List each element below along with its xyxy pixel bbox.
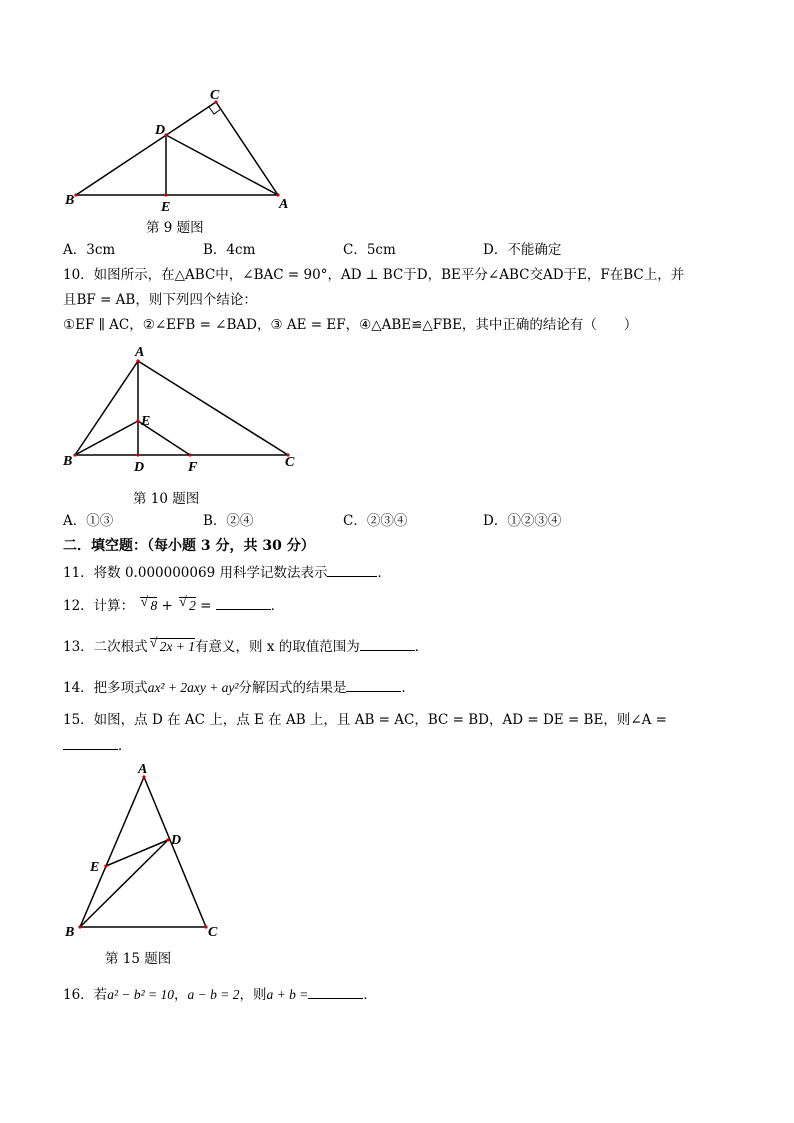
q16-answer-blank[interactable] [308, 985, 363, 999]
label-d: D [155, 123, 166, 138]
label-b: B [65, 193, 75, 208]
q16-expr-1: a² − b² = 10 [107, 987, 175, 1002]
label-e: E [90, 860, 100, 875]
segment-da [166, 135, 278, 195]
figure-10-caption: 第 10 题图 [133, 491, 200, 507]
label-a: A [135, 345, 145, 360]
figure-10 [60, 340, 310, 475]
label-d: D [134, 460, 145, 475]
figure-9 [60, 85, 300, 215]
q11-answer-blank[interactable] [327, 563, 377, 577]
section-2-heading: 二．填空题：（每小题 3 分，共 30 分） [63, 538, 315, 554]
q10-line-3: ①EF ∥ AC，②∠EFB = ∠BAD，③ AE = EF，④△ABE≌△FBE，其中正确的结论有（ ） [63, 317, 638, 333]
q16-prefix: 16．若 [63, 987, 108, 1003]
label-d: D [171, 833, 182, 848]
q15-line-1: 15．如图，点 D 在 AC 上，点 E 在 AB 上，且 AB = AC，BC = BD，AD = DE = BE，则∠A = [63, 712, 667, 728]
q13-suffix: 有意义，则 x 的取值范围为 [195, 639, 360, 655]
label-c: C [285, 455, 295, 470]
q15-answer-blank[interactable] [63, 736, 118, 750]
q10-option-b: B．②④ [203, 513, 254, 529]
label-c: C [208, 925, 218, 940]
q11: 11．将数 0.000000069 用科学记数法表示 ． [63, 565, 391, 581]
segment-ab [80, 777, 144, 927]
q16-expr-3: a + b = [266, 987, 309, 1002]
q15-line-2: ． [63, 736, 132, 755]
segment-ac [144, 777, 206, 927]
q10-option-d: D．①②③④ [483, 513, 562, 529]
label-a: A [138, 762, 148, 777]
label-e: E [161, 200, 171, 215]
q12-prefix: 12．计算： [63, 598, 135, 614]
figure-15 [60, 760, 230, 945]
q10-option-a: A．①③ [63, 513, 114, 529]
segment-bd [80, 840, 168, 927]
q10-line-1: 10．如图所示，在△ABC中，∠BAC = 90°，AD ⊥ BC于D，BE平分∠ABC交AD于E，F在BC上，并 [63, 267, 685, 283]
segment-bc [76, 102, 216, 195]
segment-be [75, 421, 138, 455]
q16-mid: ，则 [239, 987, 267, 1003]
q12-answer-blank[interactable] [216, 596, 271, 610]
q10-option-c: C．②③④ [343, 513, 408, 529]
label-c: C [210, 88, 220, 103]
q9-option-a: A．3cm [63, 242, 116, 258]
q10-line-2: 且BF = AB，则下列四个结论： [63, 292, 257, 308]
label-a: A [279, 197, 289, 212]
q12: 12．计算： √ 8 + √ 2 = ． [63, 596, 284, 615]
q9-option-b: B．4cm [203, 242, 256, 258]
label-b: B [63, 454, 73, 469]
q14: 14．把多项式ax² + 2axy + ay²分解因式的结果是 ． [63, 680, 415, 696]
label-b: B [65, 925, 75, 940]
q9-option-c: C．5cm [343, 242, 396, 258]
q16: 16．若a² − b² = 10，a − b = 2，则a + b = ． [63, 987, 377, 1003]
q14-prefix: 14．把多项式 [63, 680, 148, 696]
q9-option-d: D．不能确定 [483, 242, 562, 258]
q14-answer-blank[interactable] [346, 678, 401, 692]
figure-15-caption: 第 15 题图 [105, 951, 172, 967]
segment-ca [216, 102, 278, 195]
label-e: E [141, 414, 151, 429]
segment-ac [138, 361, 288, 455]
q13-answer-blank[interactable] [360, 637, 415, 651]
q13: 13．二次根式√ 2x + 1有意义，则 x 的取值范围为 ． [63, 637, 428, 656]
q12-radical-2: √ 2 [179, 597, 196, 613]
q16-expr-2: a − b = 2 [187, 987, 240, 1002]
label-f: F [188, 460, 198, 475]
q11-text: 11．将数 0.000000069 用科学记数法表示 [63, 565, 328, 581]
q13-radical: √ 2x + 1 [150, 638, 195, 654]
segment-ab [75, 361, 138, 455]
q14-expression: ax² + 2axy + ay² [147, 680, 239, 695]
figure-9-caption: 第 9 题图 [146, 220, 204, 236]
q14-suffix: 分解因式的结果是 [238, 680, 347, 696]
q12-radical-1: √ 8 [140, 597, 157, 613]
q13-prefix: 13．二次根式 [63, 639, 148, 655]
